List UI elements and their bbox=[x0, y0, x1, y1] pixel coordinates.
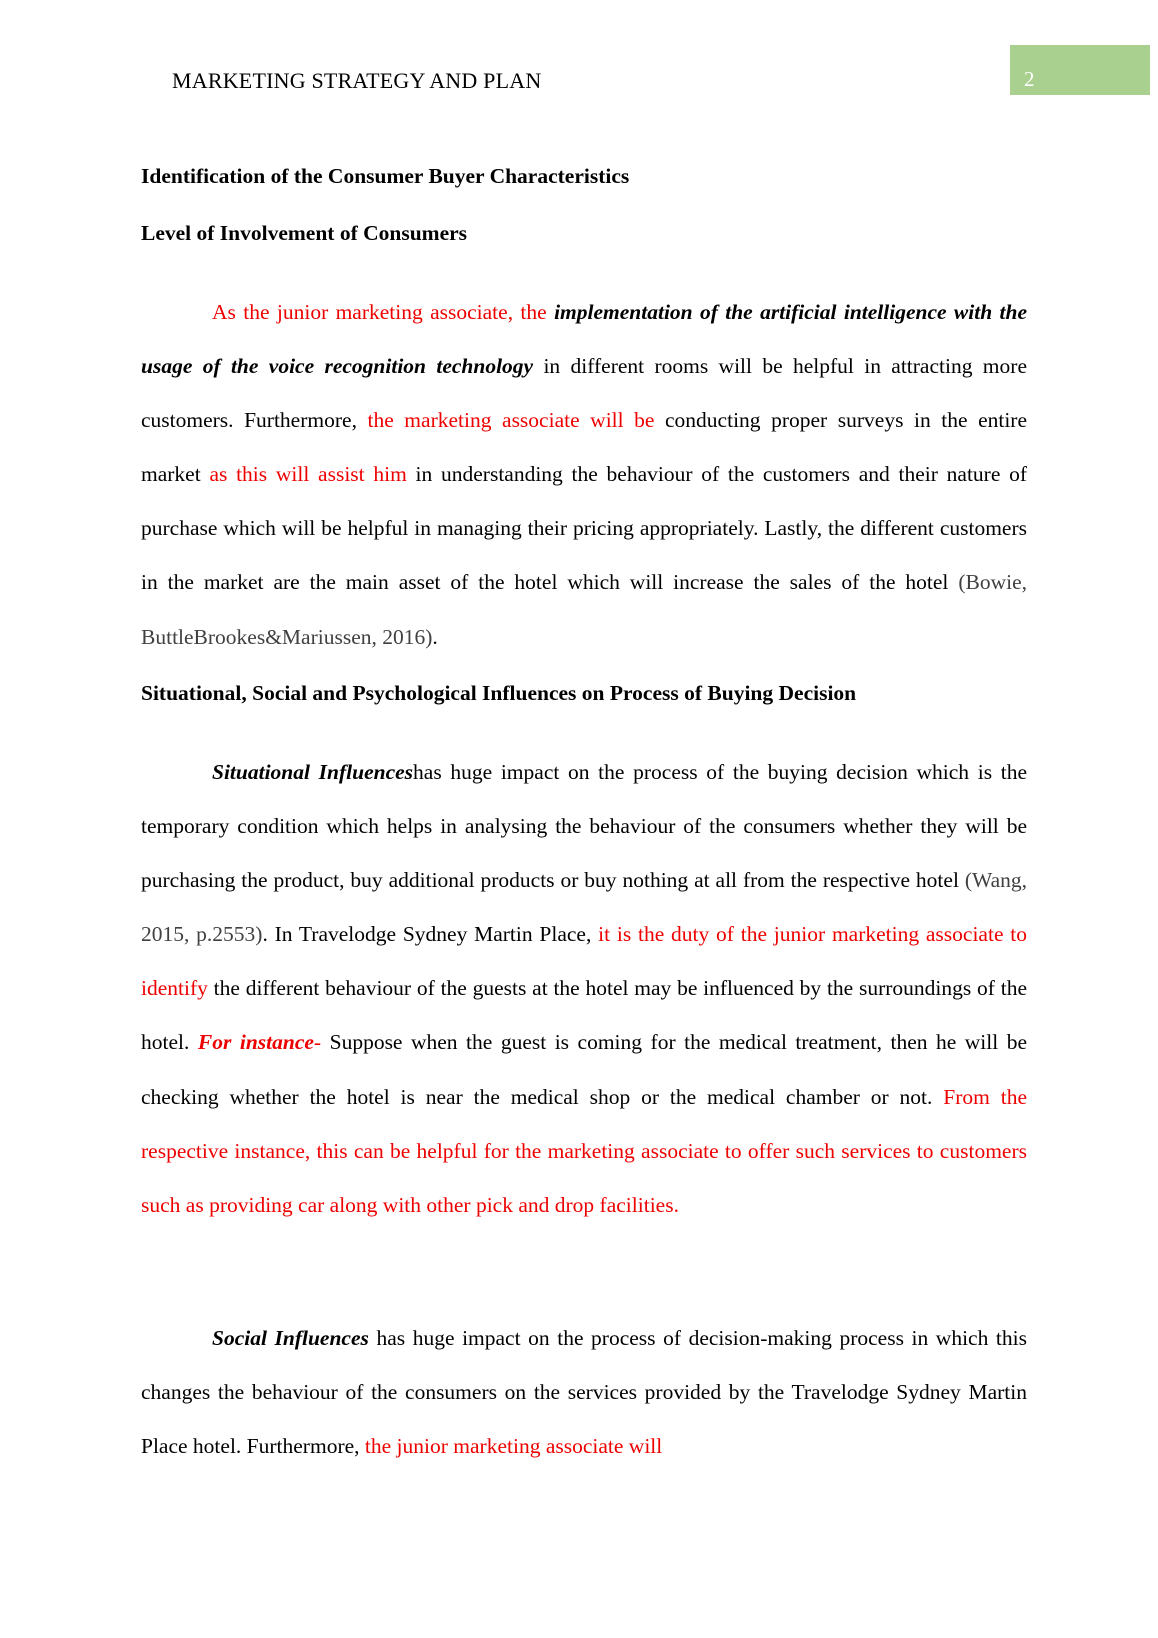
page-number-box bbox=[1010, 45, 1150, 95]
body-text: conducting proper surveys in the entire market bbox=[141, 408, 1028, 487]
paragraph-situational-influences bbox=[141, 745, 1027, 1232]
subsection-heading-influences: Situational, Social and Psychological Influences on Process of Buying Decision bbox=[141, 681, 857, 705]
body-text: in understanding the behaviour of the customers and their nature of purchase which will be helpful in managing their pricing appropriately. Lastly, the different customers in the market are the main asset of the hotel which will increase the sales of the hotel bbox=[141, 462, 1028, 595]
citation: (Wang, 2015, p.2553) bbox=[141, 868, 1028, 947]
paragraph-social-influences bbox=[141, 1311, 1027, 1473]
body-text: . In Travelodge Sydney Martin Place, bbox=[262, 922, 592, 947]
body-text: . bbox=[432, 624, 438, 649]
body-text: in different rooms will be helpful in attracting more customers. Furthermore, bbox=[141, 354, 1027, 433]
red-text: the junior marketing associate will bbox=[364, 1434, 663, 1459]
running-head-title: MARKETING STRATEGY AND PLAN bbox=[172, 68, 542, 93]
bold-italic-text: Social Influences bbox=[212, 1326, 369, 1350]
paragraph-involvement bbox=[141, 285, 1027, 664]
citation: (Bowie, ButtleBrookes&Mariussen, 2016) bbox=[141, 570, 1027, 649]
section-heading-consumer-characteristics: Identification of the Consumer Buyer Characteristics bbox=[141, 164, 630, 188]
red-text: it is the duty of the junior marketing associate to identify bbox=[141, 922, 1027, 1001]
body-text: has huge impact on the process of the buying decision which is the temporary condition which helps in analysing the behaviour of the consumers whether they will be purchasing the product, buy additional products or buy nothing at all from the respective hotel bbox=[141, 760, 1027, 893]
body-text: has huge impact on the process of decision-making process in which this changes the behaviour of the consumers on the services provided by the Travelodge Sydney Martin Place hotel. Furthermore, bbox=[141, 1326, 1027, 1459]
body-text: the different behaviour of the guests at the hotel may be influenced by the surroundings of the hotel. bbox=[141, 976, 1028, 1055]
red-text: As the junior marketing associate, the bbox=[212, 300, 547, 324]
bold-italic-text: Situational Influences bbox=[212, 760, 414, 784]
bold-italic-text: implementation of the artificial intelligence with the usage of the voice recognition technology bbox=[141, 300, 1027, 379]
body-text: Suppose when the guest is coming for the medical treatment, then he will be checking whether the hotel is near the medical shop or the medical chamber or not. bbox=[141, 1030, 1028, 1109]
subsection-heading-level-of-involvement: Level of Involvement of Consumers bbox=[141, 221, 468, 245]
page-number: 2 bbox=[1024, 67, 1035, 91]
red-text: - bbox=[313, 1030, 322, 1055]
red-text: From the respective instance, this can be helpful for the marketing associate to offer such services to customers such as providing car along with other pick and drop facilities. bbox=[141, 1084, 1028, 1217]
red-bold-italic-text: For instance bbox=[197, 1030, 314, 1055]
red-text: as this will assist him bbox=[209, 462, 407, 487]
red-text: the marketing associate will be bbox=[367, 408, 655, 433]
